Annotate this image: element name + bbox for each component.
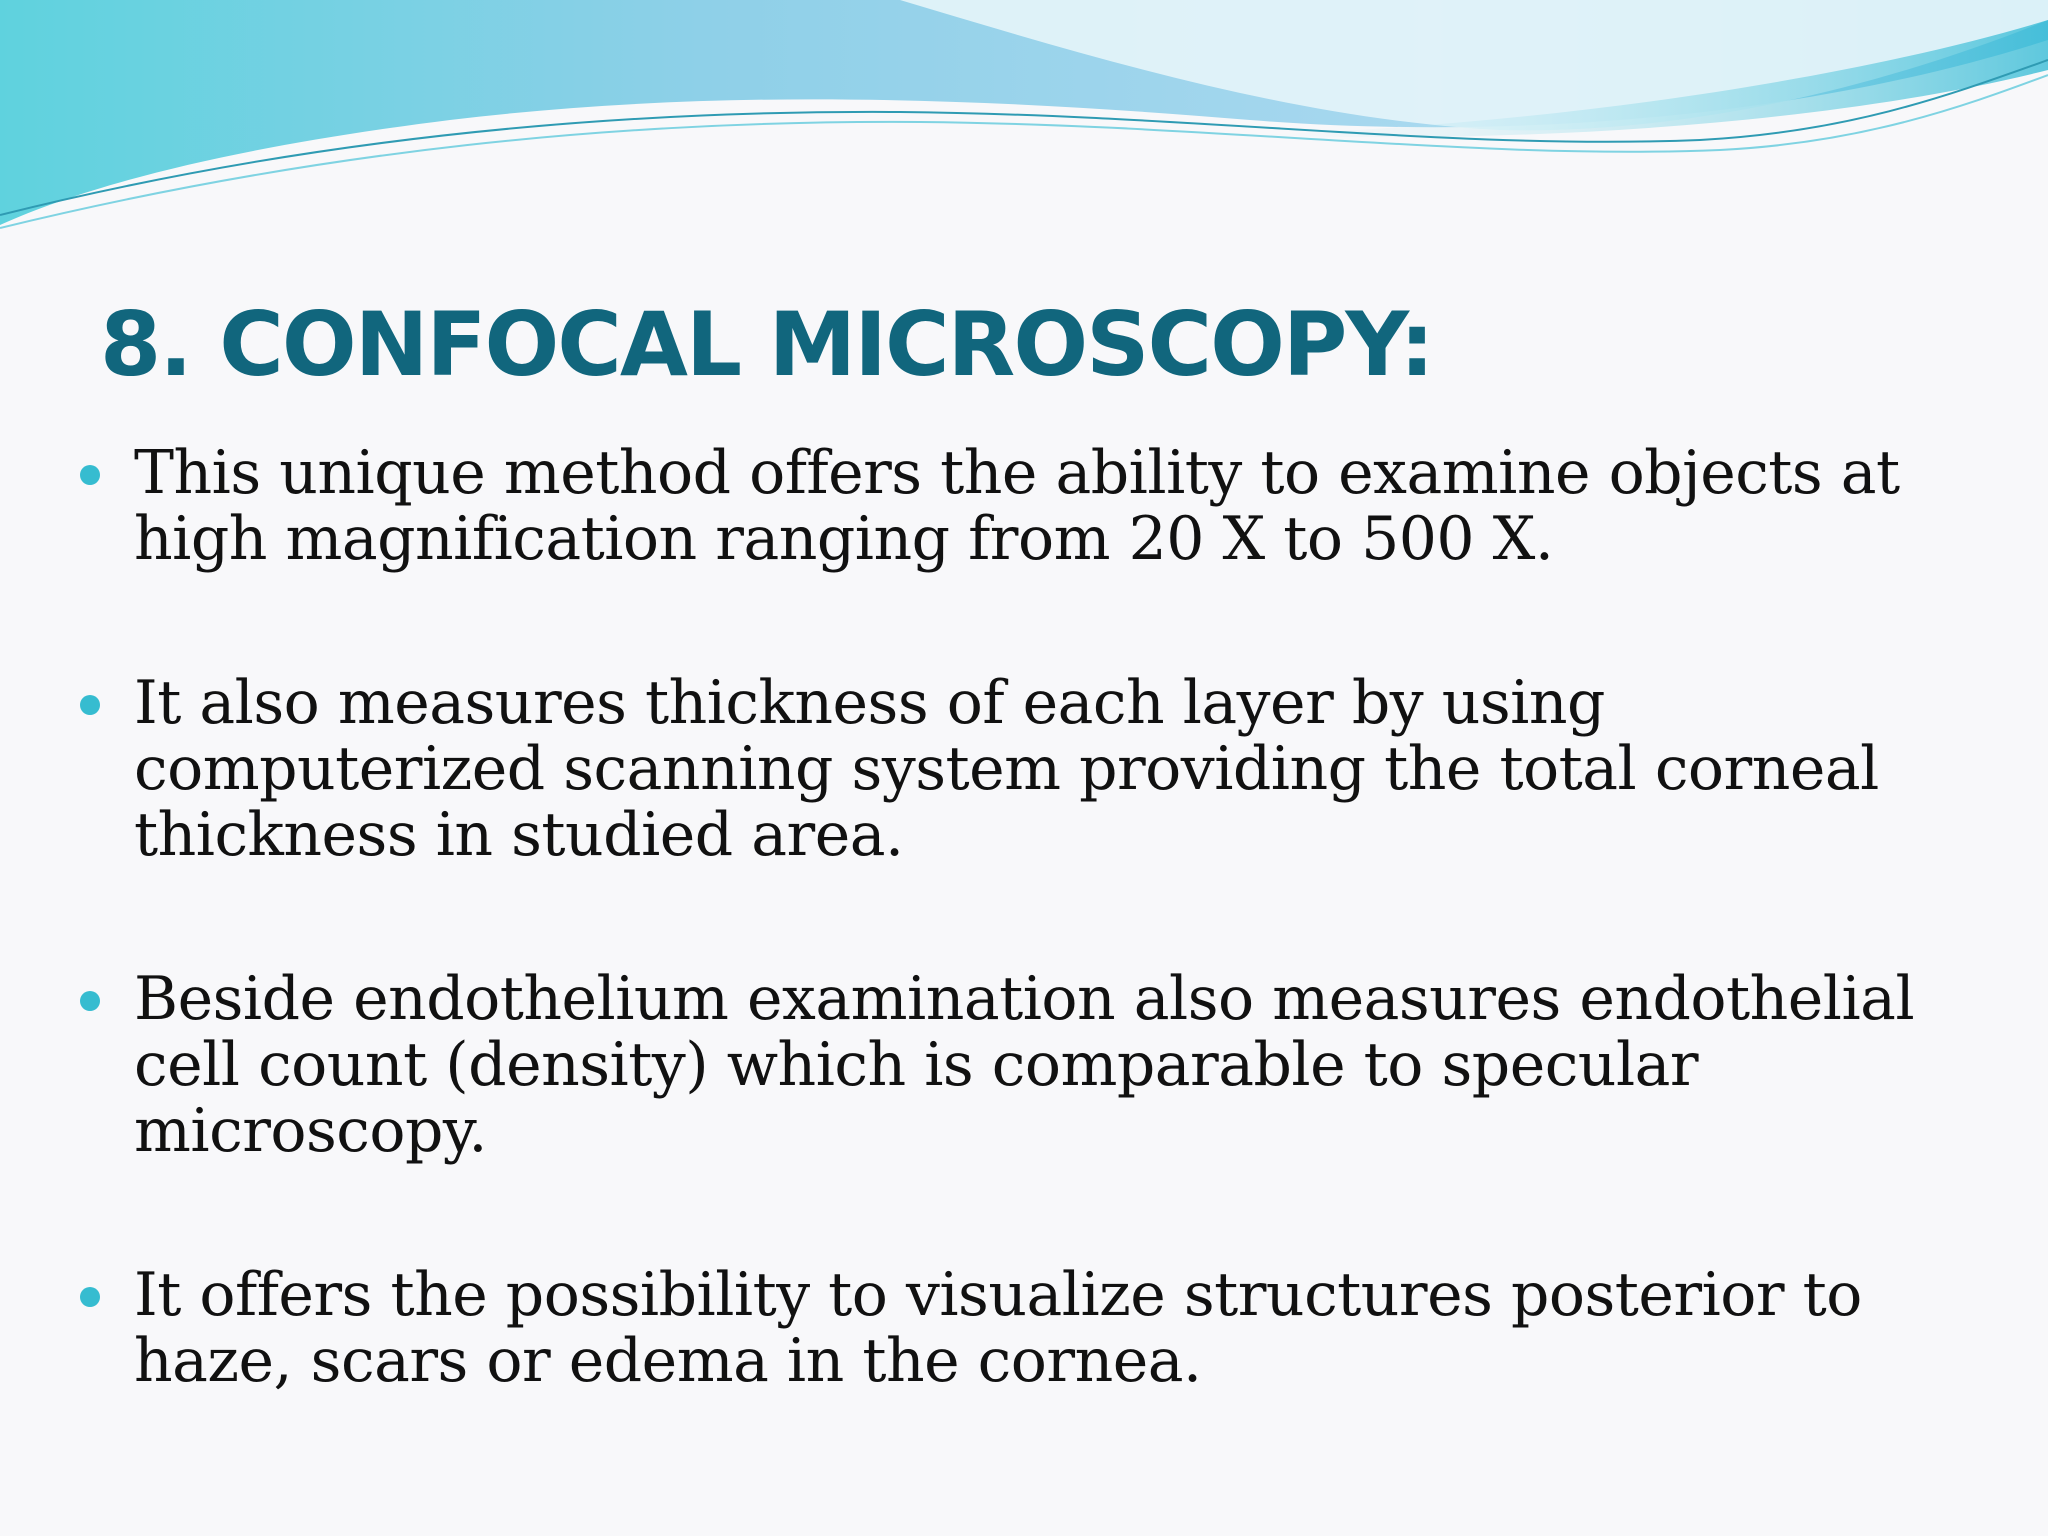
- slide-title: 8. CONFOCAL MICROSCOPY:: [100, 293, 1433, 396]
- round-bullet-icon: [80, 465, 100, 485]
- bullet-text: This unique method offers the ability to examine objects at high magnification ranging from 20 X to 500 X.: [134, 438, 1900, 574]
- round-bullet-icon: [80, 1287, 100, 1307]
- bullet-text: It offers the possibility to visualize structures posterior to haze, scars or edema in the cornea.: [134, 1260, 1862, 1396]
- bullet-list: [70, 440, 1990, 1394]
- bullet-text: Beside endothelium examination also measures endothelial cell count (density) which is comparable to specular microscopy.: [134, 964, 1915, 1166]
- bullet-item: [70, 670, 1990, 868]
- round-bullet-icon: [80, 695, 100, 715]
- bullet-item: [70, 1262, 1990, 1394]
- header-wave-decoration: [0, 0, 2048, 240]
- bullet-text: It also measures thickness of each layer by using computerized scanning system providing the total corneal thickness in studied area.: [134, 668, 1879, 870]
- bullet-item: [70, 966, 1990, 1164]
- bullet-item: [70, 440, 1990, 572]
- round-bullet-icon: [80, 991, 100, 1011]
